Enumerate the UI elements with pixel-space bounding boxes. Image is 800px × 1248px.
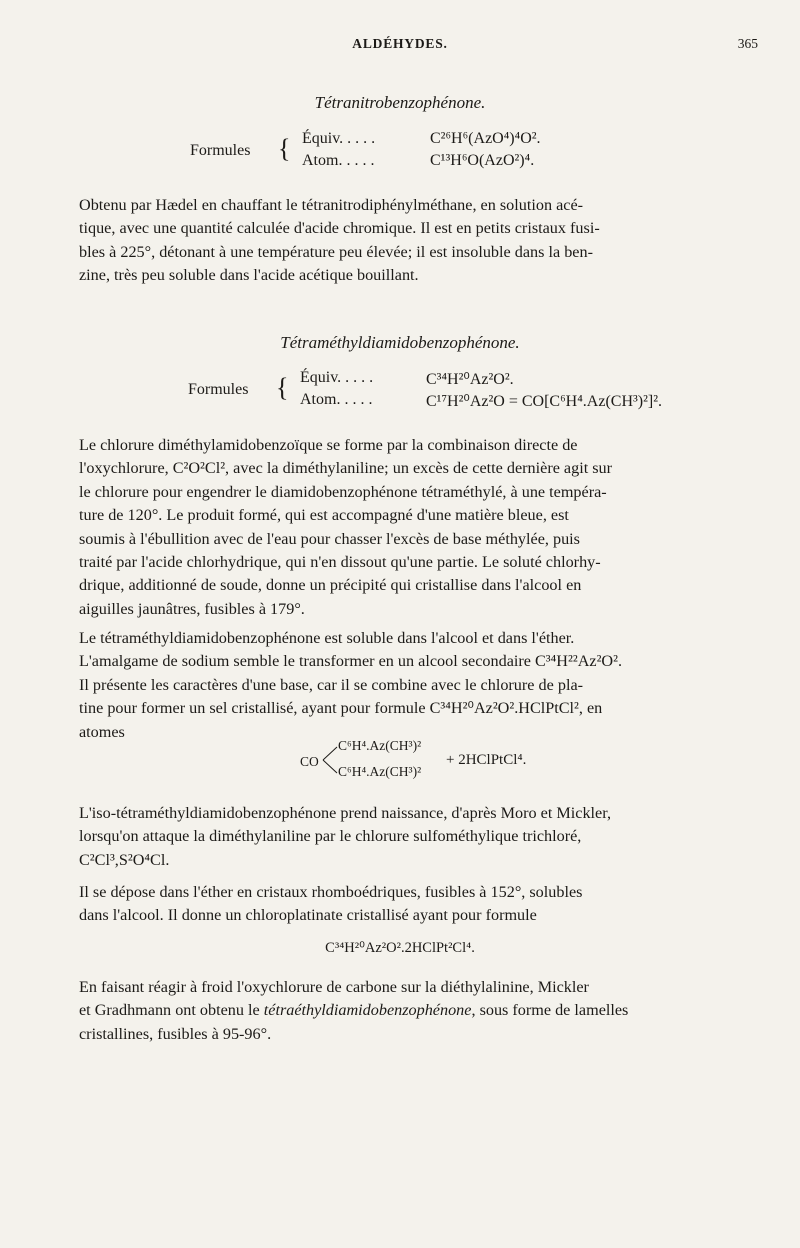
text-line: En faisant réagir à froid l'oxychlorure de carbone sur la diéthylalinine, Mickler bbox=[79, 978, 589, 996]
text-line: bles à 225°, détonant à une température peu élevée; il est insoluble dans la ben- bbox=[79, 242, 593, 261]
text-line: C²Cl³,S²O⁴Cl. bbox=[79, 850, 170, 869]
text-line: Le chlorure diméthylamidobenzoïque se forme par la combinaison directe de bbox=[79, 436, 578, 454]
formula-upper-branch: C⁶H⁴.Az(CH³)² bbox=[338, 738, 422, 753]
text-line: L'amalgame de sodium semble le transformer en un alcool secondaire C³⁴H²²Az²O². bbox=[79, 652, 623, 671]
text-line: ture de 120°. Le produit formé, qui est accompagné d'une matière bleue, est bbox=[79, 506, 569, 525]
paragraph-iso bbox=[79, 802, 709, 872]
text-line: atomes bbox=[79, 722, 125, 741]
atom-row bbox=[302, 152, 535, 170]
platinum-salt-formula bbox=[300, 738, 600, 786]
paragraph-tetranitro bbox=[79, 194, 709, 288]
text-line: L'iso-tétraméthyldiamidobenzophénone prend naissance, d'après Moro et Mickler, bbox=[79, 804, 612, 822]
page-number: 365 bbox=[737, 36, 758, 51]
text-line: Obtenu par Hædel en chauffant le tétranitrodiphénylméthane, en solution acé- bbox=[79, 196, 584, 214]
bond-lines-icon bbox=[322, 744, 338, 776]
atom-formula: C¹⁷H²⁰Az²O = CO[C⁶H⁴.Az(CH³)²]². bbox=[426, 393, 663, 410]
paragraph-chlorure bbox=[79, 434, 709, 621]
equiv-row bbox=[300, 369, 514, 388]
text-line bbox=[79, 999, 709, 1022]
text-line: Le tétraméthyldiamidobenzophénone est soluble dans l'alcool et dans l'éther. bbox=[79, 629, 575, 647]
equiv-row bbox=[302, 130, 541, 148]
section-title-tetramethyldiamidobenzophenone: Tétraméthyldiamidobenzophénone. bbox=[280, 333, 520, 352]
text-segment: et Gradhmann ont obtenu le bbox=[79, 1001, 264, 1020]
formulas-label: Formules bbox=[190, 142, 251, 159]
formula-lower-branch: C⁶H⁴.Az(CH³)² bbox=[338, 764, 422, 779]
text-line: tine pour former un sel cristallisé, ayant pour formule C³⁴H²⁰Az²O².HClPtCl², en bbox=[79, 699, 603, 718]
brace-icon: { bbox=[278, 134, 291, 163]
paragraph-solubility bbox=[79, 627, 709, 744]
paragraph-crystals bbox=[79, 881, 709, 928]
chloroplatinate-formula: C³⁴H²⁰Az²O².2HClPt²Cl⁴. bbox=[325, 940, 475, 956]
formula-block-1 bbox=[190, 128, 590, 178]
text-segment: , sous forme de lamelles bbox=[471, 1001, 629, 1020]
text-line: Il se dépose dans l'éther en cristaux rhomboédriques, fusibles à 152°, solubles bbox=[79, 883, 583, 901]
text-line: soumis à l'ébullition avec de l'eau pour chasser l'excès de base méthylée, puis bbox=[79, 529, 580, 548]
section-title-tetranitrobenzophenone: Tétranitrobenzophénone. bbox=[314, 93, 486, 112]
atom-formula: C¹³H⁶O(AzO²)⁴. bbox=[430, 152, 535, 169]
text-line: drique, additionné de soude, donne un précipité qui cristallise dans l'alcool en bbox=[79, 576, 582, 595]
formula-prefix: CO bbox=[300, 754, 319, 769]
equiv-formula: C³⁴H²⁰Az²O². bbox=[426, 371, 514, 388]
brace-icon: { bbox=[276, 373, 289, 402]
text-line: aiguilles jaunâtres, fusibles à 179°. bbox=[79, 599, 305, 618]
text-line: lorsqu'on attaque la diméthylaniline par le chlorure sulfométhylique trichloré, bbox=[79, 827, 582, 846]
text-line: cristallines, fusibles à 95-96°. bbox=[79, 1024, 272, 1043]
text-line: dans l'alcool. Il donne un chloroplatinate cristallisé ayant pour formule bbox=[79, 906, 537, 925]
equiv-label: Équiv. . . . . bbox=[300, 369, 374, 386]
text-line: traité par l'acide chlorhydrique, qui n'en dissout qu'une partie. Le soluté chlorhy- bbox=[79, 553, 601, 572]
paragraph-diethyl bbox=[79, 976, 709, 1046]
text-line: tique, avec une quantité calculée d'acide chromique. Il est en petits cristaux fusi- bbox=[79, 219, 600, 238]
atom-label: Atom. . . . . bbox=[302, 152, 375, 169]
formula-suffix: + 2HClPtCl⁴. bbox=[446, 752, 527, 768]
text-line: Il présente les caractères d'une base, car il se combine avec le chlorure de pla- bbox=[79, 675, 584, 694]
text-line: l'oxychlorure, C²O²Cl², avec la diméthylaniline; un excès de cette dernière agit sur bbox=[79, 459, 613, 478]
formula-block-2 bbox=[188, 367, 728, 417]
formulas-label: Formules bbox=[188, 381, 249, 398]
running-header-title: ALDÉHYDES. bbox=[352, 36, 448, 51]
equiv-label: Équiv. . . . . bbox=[302, 130, 376, 147]
italic-compound-name: tétraéthyldiamidobenzophénone bbox=[263, 1001, 472, 1020]
atom-row bbox=[300, 391, 663, 410]
text-line: le chlorure pour engendrer le diamidobenzophénone tétraméthylé, à une tempéra- bbox=[79, 482, 607, 501]
atom-label: Atom. . . . . bbox=[300, 391, 373, 408]
equiv-formula: C²⁶H⁶(AzO⁴)⁴O². bbox=[430, 130, 541, 147]
text-line: zine, très peu soluble dans l'acide acétique bouillant. bbox=[79, 266, 419, 285]
